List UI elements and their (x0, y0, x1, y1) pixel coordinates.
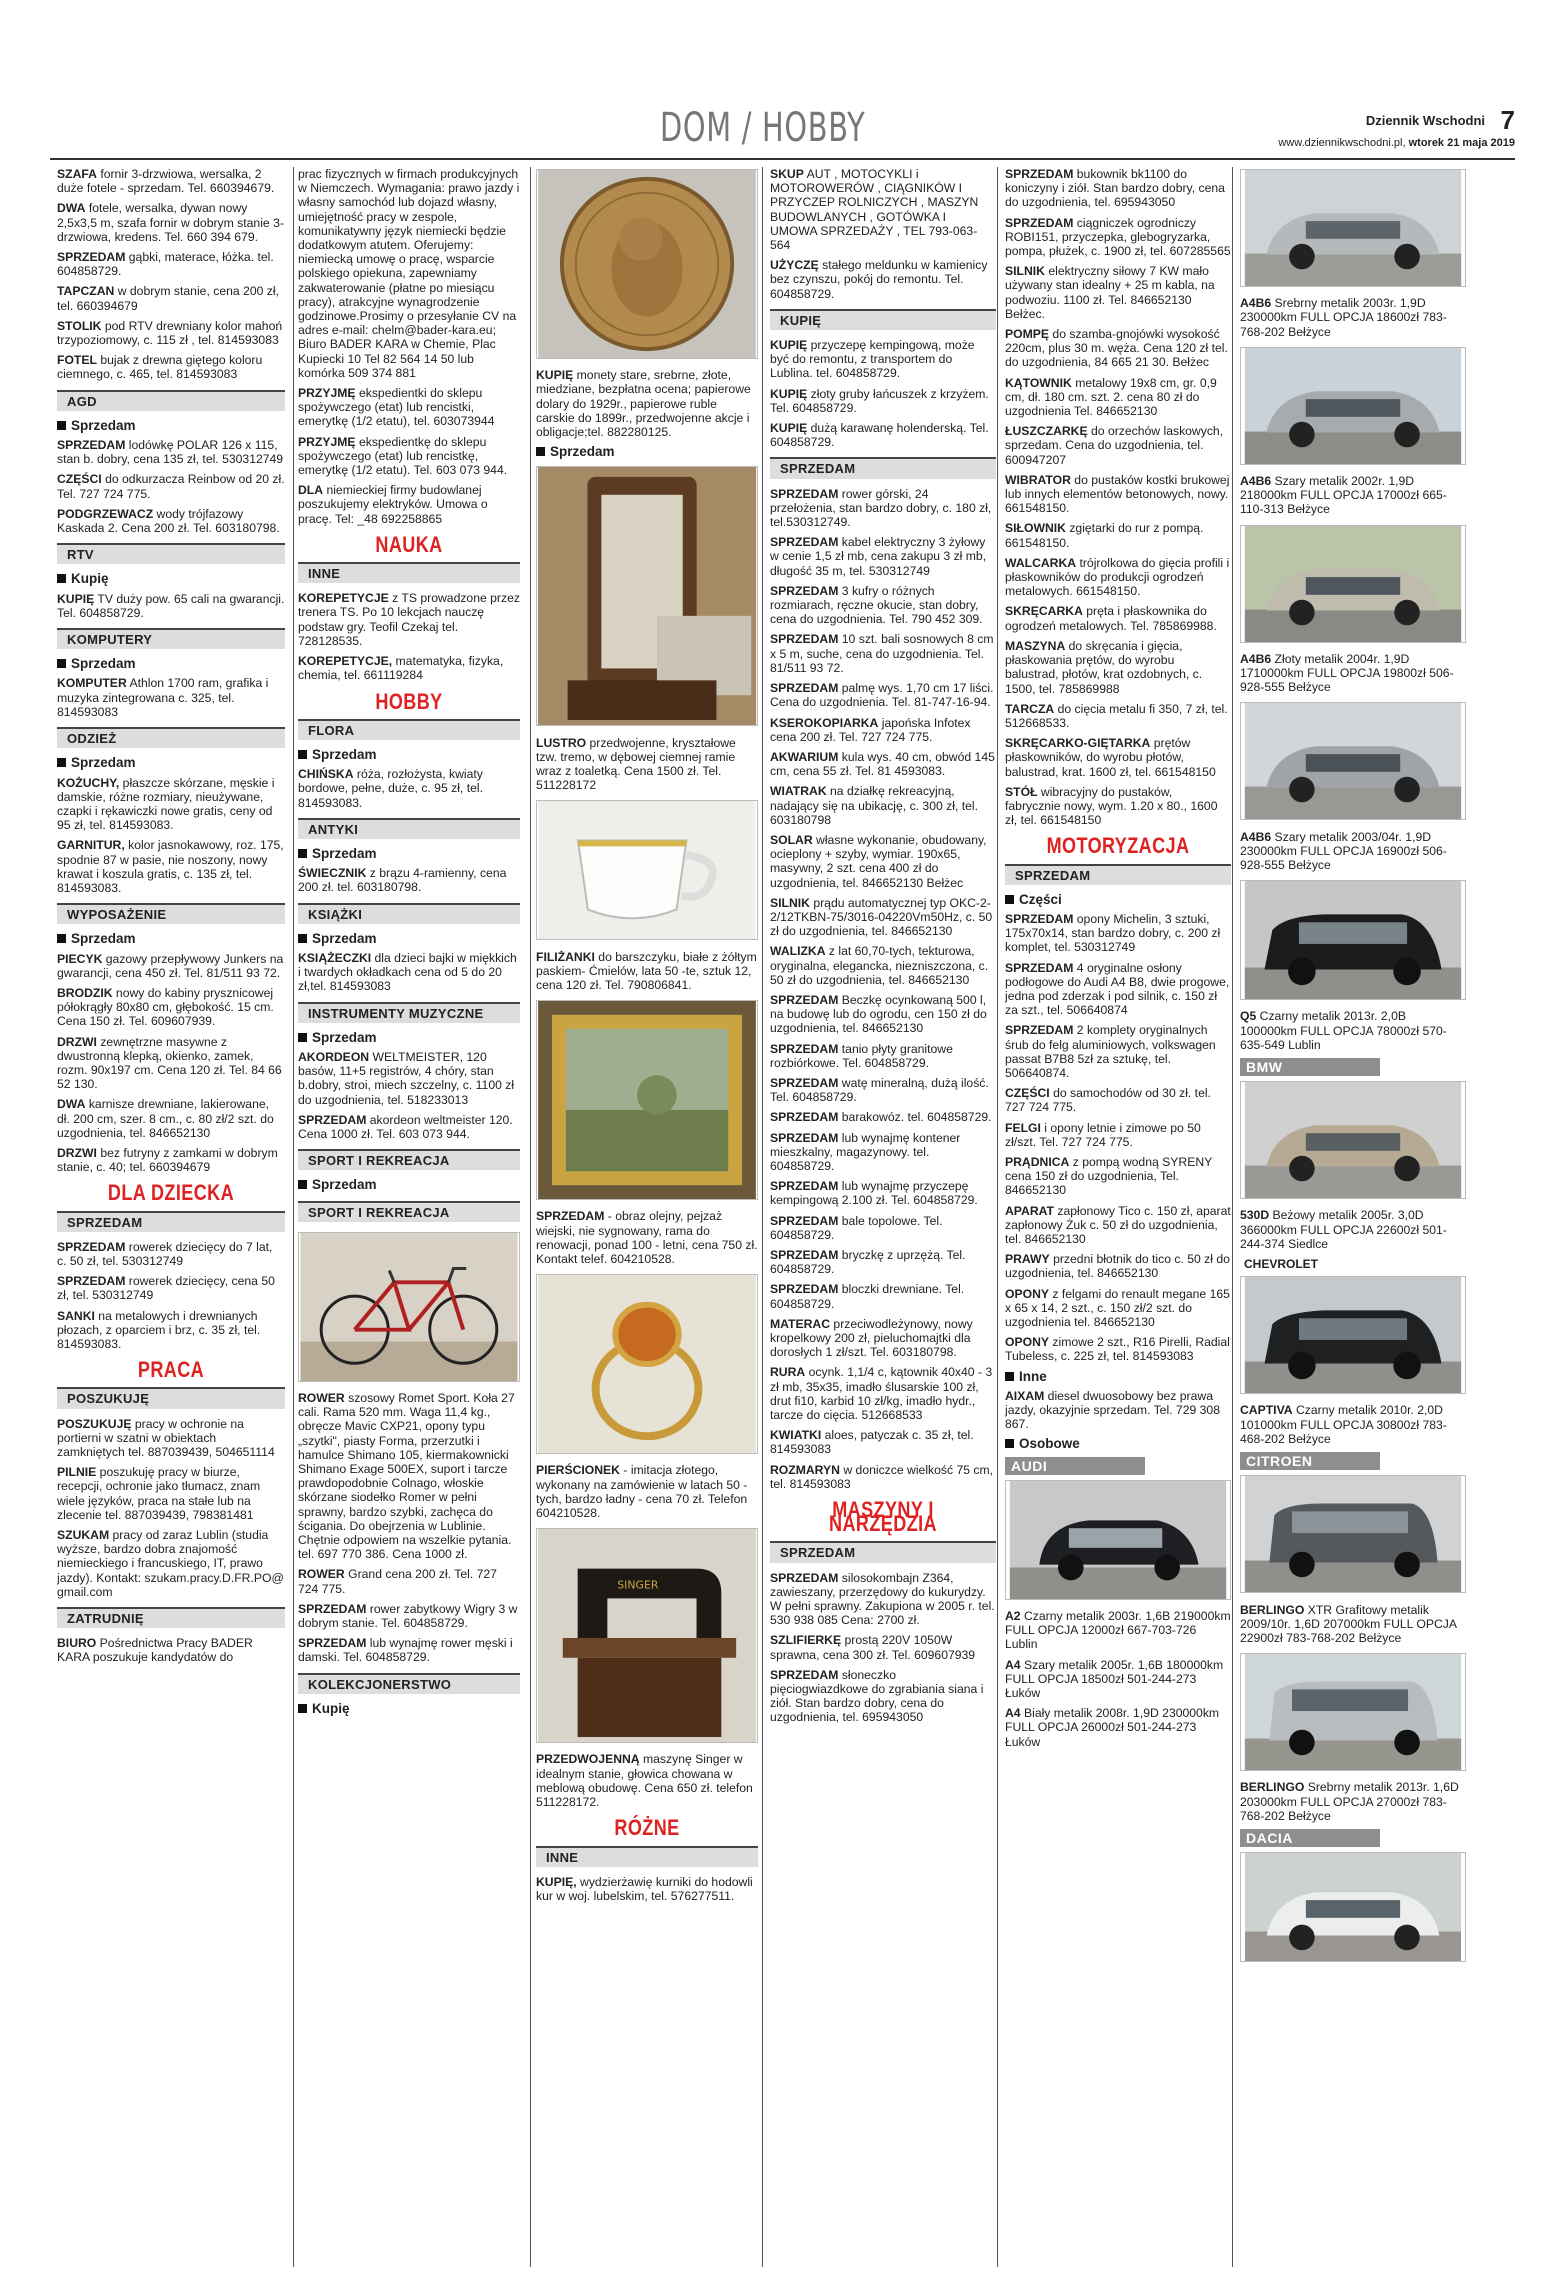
classified-ad: AKWARIUM kula wys. 40 cm, obwód 145 cm, cena 55 zł. Tel. 81 4593083. (770, 749, 995, 779)
category-heading: MASZYNY I NARZĘDZIA (829, 1497, 937, 1537)
classified-ad: SPRZEDAM rowerek dziecięcy, cena 50 zł, tel. 530312749 (57, 1274, 275, 1303)
classified-ad: KSIĄŻECZKI dla dzieci bajki w miękkich i twardych okładkach cena od 5 do 20 zł,tel. 814593083 (298, 950, 517, 994)
classified-ad: ROZMARYN w doniczce wielkość 75 cm, tel. 814593083 (770, 1462, 994, 1491)
classified-ad: WIATRAK na działkę rekreacyjną, nadający się na ubikację, c. 300 zł, tel. 603180798 (770, 784, 978, 827)
paper-name: Dziennik Wschodni (1365, 113, 1485, 128)
classified-ad: SKUP AUT , MOTOCYKLI i MOTOROWERÓW , CIĄGNIKÓW I PRZYCZEP ROLNICZYCH , MASZYN BUDOWLANYCH , GOTÓWKA I UMOWA SPRZEDAŻY , TEL 793-063-564 (770, 167, 979, 253)
car-photo (1240, 1852, 1466, 1962)
classified-ad: CHIŃSKA róża, rozłożysta, kwiaty bordowe, pełne, duże, c. 95 zł, tel. 814593083. (298, 767, 483, 810)
classified-ad: SPRZEDAM ciągniczek ogrodniczy ROBI151, przyczepka, glebogryzarka, pompa, płużek, c. 1900 zł, tel. 607285565 (1005, 215, 1231, 259)
classified-ad: WALCARKA trójrolkowa do gięcia profili i płaskowników do produkcji ogrodzeń metalowych. 661548150. (1005, 555, 1230, 599)
header-meta: www.dziennikwschodni.pl, wtorek 21 maja 2019 (1278, 137, 1515, 149)
classified-ad: SPRZEDAM gąbki, materace, łóżka. tel. 604858729. (57, 250, 274, 279)
coin-photo (536, 169, 758, 359)
cup-photo (536, 800, 758, 940)
classified-ad: KUPIĘ dużą karawanę holenderską. Tel. 604858729. (770, 421, 989, 450)
classified-ad: SILNIK elektryczny siłowy 7 KW mało używany stan idealny + 25 m kabla, na podwoziu. 1100 zł. Tel. 846652130 Bełżec. (1005, 264, 1215, 321)
classified-ad: BERLINGO XTR Grafitowy metalik 2009/10r. 1,6D 207000km FULL OPCJA 22900zł 783-768-202 Bełżyce (1240, 1602, 1457, 1645)
classified-ad: AKORDEON WELTMEISTER, 120 basów, 11+5 registrów, 4 chóry, stan b.dobry, stroi, miech szczelny, c. 1100 zł do uzgodnienia, tel. 518233013 (298, 1049, 515, 1107)
classified-ad: SPRZEDAM 3 kufry o różnych rozmiarach, ręczne okucie, stan dobry, cena do uzgodnienia. Tel. 790 452 309. (770, 583, 983, 627)
classified-ad: DLA niemieckiej firmy budowlanej poszukujemy elektryków. Umowa o pracę. Tel: _48 692258865 (298, 483, 488, 526)
section-header: ANTYKI (298, 818, 520, 839)
car-photo (1240, 169, 1466, 287)
classified-ad: SILNIK prądu automatycznej typ OKC-2-2/12TKBN-75/3016-04220Vm50Hz, c. 50 zł do uzgodnienia, tel. 846652130 (770, 895, 993, 939)
subsection-header: Sprzedam (298, 932, 520, 946)
car-photo (1240, 1475, 1466, 1593)
classified-ad: SPRZEDAM watę mineralną, dużą ilość. Tel. 604858729. (770, 1075, 989, 1105)
classified-ad: MATERAC przeciwodleżynowy, nowy kropelkowy 200 zł, pieluchomajtki dla dorosłych 1 zł/szt. Tel. 603180798. (770, 1316, 973, 1360)
classified-ad: SPRZEDAM akordeon weltmeister 120. Cena 1000 zł. Tel. 603 073 944. (298, 1112, 513, 1141)
classified-ad: prac fizycznych w firmach produkcyjnych w Niemczech. Wymagania: prawo jazdy i własny samochód lub dojazd własny, umiejętność pracy w zespole, komunikatywny język niemiecki będzie dodatkowym atutem. Oferujemy: niemiecką umowę o pracę, wsparcie polskiego opiekuna, zapewniamy zakwaterowanie (płatne po miesiącu pracy), atrakcyjne wynagrodzenie godzinowe.Prosimy o przesyłanie CV na adres e-mail: chelm@bader-kara.eu; Biuro BADER KARA w Chemie, Plac Kupiecki 10 Tel 82 564 14 50 lub komórka 509 374 881 (298, 167, 520, 380)
bicycle-photo (298, 1232, 520, 1382)
classified-ad: ŚWIECZNIK z brązu 4-ramienny, cena 200 zł. tel. 603180798. (298, 866, 507, 895)
subsection-header: Sprzedam (57, 657, 285, 671)
classified-ad: ROWER szosowy Romet Sport. Koła 27 cali. Rama 520 mm. Waga 11,4 kg., obręcze Mavic CXP21, opony typu „szytki", piasty Forma, przerzutki i hamulce Shimano 105, kiermakownicki Shimano Exage 500EX, suport i tarcze prawdopodobnie Colnago, włoskie skórzane siodełko Romer w pełni sprawny, bardzo szybki, zachęca do ścigania. Do obejrzenia w Lublinie. Chętnie odpowiem na wszelkie pytania. tel. 697 770 386. Cena 1000 zł. (298, 1390, 515, 1562)
classified-ad: A4 Biały metalik 2008r. 1,9D 230000km FULL OPCJA 26000zł 501-244-273 Łuków (1005, 1706, 1220, 1749)
subsection-header: Sprzedam (298, 1178, 520, 1192)
classified-ad: SPRZEDAM barakowóz. tel. 604858729. (770, 1110, 992, 1125)
classified-ad: STÓŁ wibracyjny do pustaków, fabrycznie nowy, wym. 1.20 x 80., 1600 zł, tel. 661548150 (1005, 784, 1218, 828)
classified-ad: PRAWY przedni błotnik do tico c. 50 zł do uzgodnienia, tel. 846652130 (1005, 1252, 1230, 1281)
subsection-header: Sprzedam (298, 748, 520, 762)
classified-ad: SPRZEDAM 10 szt. bali sosnowych 8 cm x 5 m, suche, cena do uzgodnienia. Tel. 81/511 93 72. (770, 632, 994, 675)
classified-ad: A4 Szary metalik 2005r. 1,6B 180000km FULL OPCJA 18500zł 501-244-273 Łuków (1005, 1657, 1224, 1701)
classified-ad: A4B6 Szary metalik 2003/04r. 1,9D 230000km FULL OPCJA 16900zł 506-928-555 Bełżyce (1240, 829, 1447, 873)
classified-ad: SPRZEDAM bale topolowe. Tel. 604858729. (770, 1213, 943, 1242)
section-header: KOMPUTERY (57, 628, 285, 649)
classified-ad: BERLINGO Srebrny metalik 2013r. 1,6D 203000km FULL OPCJA 27000zł 783-768-202 Bełżyce (1240, 1780, 1459, 1823)
classified-ad: SZLIFIERKĘ prostą 220V 1050W sprawna, cena 300 zł. Tel. 609607939 (770, 1633, 976, 1662)
section-header: RTV (57, 543, 285, 564)
classified-ad: POMPĘ do szamba-gnojówki wysokość 220cm, plus 30 m. węża. Cena 120 zł tel. do uzgodnienia, 84 665 21 30. Bełżec (1005, 327, 1228, 370)
classified-ad: ŁUSZCZARKĘ do orzechów laskowych, sprzedam. Cena do uzgodnienia, tel. 600947207 (1005, 424, 1224, 467)
classified-ad: SPRZEDAM bukownik bk1100 do koniczyny i ziół. Stan bardzo dobry, cena do uzgodnienia, tel. 695943050 (1005, 167, 1225, 210)
section-header: WYPOSAŻENIE (57, 903, 285, 924)
brand-label: AUDI (1005, 1457, 1145, 1475)
section-header: INNE (536, 1846, 758, 1867)
classified-ad: KWIATKI aloes, patyczak c. 35 zł, tel. 814593083 (770, 1428, 974, 1457)
classified-ad: KOŻUCHY, płaszcze skórzane, męskie i damskie, różne rozmiary, nieużywane, czapki i rękawiczki nowe gratis, ceny od 95 zł, tel. 814593083. (57, 775, 275, 833)
car-photo (1005, 1480, 1231, 1600)
classified-ad: DWA fotele, wersalka, dywan nowy 2,5x3,5 m, szafa fornir w dobrym stanie 3-drzwiowa, kredens. Tel. 660 394 679. (57, 201, 284, 244)
section-header: KUPIĘ (770, 309, 996, 330)
classified-ad: SPRZEDAM lub wynajmę przyczepę kempingową 2.100 zł. Tel. 604858729. (770, 1179, 978, 1208)
classified-ad: POSZUKUJĘ pracy w ochronie na portierni w szatni w obiektach zamkniętych tel. 887039439, 504651114 (57, 1416, 275, 1460)
classified-ad: STOLIK pod RTV drewniany kolor mahoń trzypoziomowy, c. 115 zł , tel. 814593083 (57, 318, 283, 348)
classified-ad: SPRZEDAM bloczki drewniane. Tel. 604858729. (770, 1282, 965, 1311)
classified-ad: APARAT zapłonowy Tico c. 150 zł, aparat zapłonowy Żuk c. 50 zł do uzgodnienia, tel. 846652130 (1005, 1203, 1231, 1246)
classified-ad: PIECYK gazowy przepływowy Junkers na gwarancji, cena 450 zł. Tel. 81/511 93 72. (57, 951, 284, 980)
classified-ad: SKRĘCARKO-GIĘTARKA prętów płaskowników, do wyrobu płotów, balustrad, krat. 1600 zł, tel. 661548150 (1005, 736, 1216, 779)
brand-label: DACIA (1240, 1829, 1380, 1847)
subsection-header: Sprzedam (298, 1031, 520, 1045)
classified-ad: A2 Czarny metalik 2003r. 1,6B 219000km FULL OPCJA 12000zł 667-703-726 Lublin (1005, 1609, 1231, 1652)
classified-ad: MASZYNA do skręcania i gięcia, płaskowania prętów, do wyrobu balustrad, płotów, krat ozdobnych, c. 1500, tel. 785869988 (1005, 638, 1203, 696)
classified-ad: FELGI i opony letnie i zimowe po 50 zł/szt. Tel. 727 724 775. (1005, 1120, 1201, 1149)
classified-ad: SPRZEDAM rowerek dziecięcy do 7 lat, c. 50 zł, tel. 530312749 (57, 1239, 273, 1268)
classified-ad: WIBRATOR do pustaków kostki brukowej lub innych elementów betonowych, nowy. 661548150. (1005, 472, 1230, 516)
classified-ad: OPONY zimowe 2 szt., R16 Pirelli, Radial Tubeless, c. 225 zł, tel. 814593083 (1005, 1335, 1230, 1364)
subsection-header: Kupię (57, 572, 285, 586)
section-header: SPORT I REKREACJA (298, 1149, 520, 1170)
classified-ad: KUPIĘ złoty gruby łańcuszek z krzyżem. Tel. 604858729. (770, 386, 989, 415)
subsection-header: Sprzedam (57, 419, 285, 433)
column-1 (57, 167, 285, 2267)
classified-ad: FILIŻANKI do barszczyku, białe z żółtym paskiem- Ćmielów, lata 50 -te, sztuk 12, cena 120 zł. Tel. 790806841. (536, 949, 757, 993)
section-header: KSIĄŻKI (298, 903, 520, 924)
classified-ad: SPRZEDAM lub wynajmę kontener mieszkalny, magazynowy. tel. 604858729. (770, 1130, 961, 1173)
subsection-header: Części (1005, 893, 1231, 907)
sewing-machine-photo (536, 1528, 758, 1743)
section-header: SPORT I REKREACJA (298, 1201, 520, 1222)
classified-ad: A4B6 Złoty metalik 2004r. 1,9D 1710000km FULL OPCJA 19800zł 506-928-555 Bełżyce (1240, 651, 1454, 695)
column-5 (1005, 167, 1231, 2267)
classified-ad: KUPIĘ monety stare, srebrne, złote, miedziane, bezpłatna ocena; papierowe dolary do 1929r., papierowe ruble carskie do 1899r., przedwojenne akcje i obligacje;tel. 882280125. (536, 368, 751, 440)
classified-ad: PRZYJMĘ ekspedientki do sklepu spożywczego (etat) lub rencistki, emerytkę (1/2 etatu), tel. 603073944 (298, 386, 495, 429)
svg-text:SINGER: SINGER (617, 1578, 659, 1592)
classified-ad: TAPCZAN w dobrym stanie, cena 200 zł, tel. 660394679 (57, 284, 279, 313)
classified-ad: SPRZEDAM silosokombajn Z364, zawieszany, przerzędowy do kukurydzy. W pełni sprawny. Zakupiona w 2005 r. tel. 530 938 085 Cena: 2700 zł. (770, 1570, 995, 1628)
classified-ad: SKRĘCARKA pręta i płaskownika do ogrodzeń metalowych. Tel. 785869988. (1005, 604, 1217, 633)
classified-ad: DWA karnisze drewniane, lakierowane, dł. 200 cm, szer. 8 cm., c. 80 zł/2 szt. do uzgodnienia, tel. 846652130 (57, 1097, 274, 1140)
classified-ad: SPRZEDAM opony Michelin, 3 sztuki, 175x70x14, stan bardzo dobry, c. 200 zł komplet, tel. 530312749 (1005, 911, 1221, 955)
classified-ad: DRZWI zewnętrzne masywne z dwustronną klepką, okienko, zamek, rozm. 90x197 cm. Cena 120 zł. Tel. 84 66 52 130. (57, 1034, 282, 1092)
classified-ad: A4B6 Szary metalik 2002r. 1,9D 218000km FULL OPCJA 17000zł 665-110-313 Bełżyce (1240, 474, 1447, 517)
classified-ad: DRZWI bez futryny z zamkami w dobrym stanie, c. 40; tel. 660394679 (57, 1145, 278, 1175)
classified-ad: SPRZEDAM lodówkę POLAR 126 x 115, stan b. dobry, cena 135 zł, tel. 530312749 (57, 438, 284, 467)
section-title: DOM / HOBBY (660, 105, 866, 151)
classified-ad: SZAFA fornir 3-drzwiowa, wersalka, 2 duże fotele - sprzedam. Tel. 660394679. (57, 167, 275, 196)
car-photo (1240, 1653, 1466, 1771)
classified-ad: KOMPUTER Athlon 1700 ram, grafika i muzyka zintegrowana c. 325, tel. 814593083 (57, 676, 269, 719)
subsection-header: Inne (1005, 1370, 1231, 1384)
category-heading: MOTORYZACJA (1046, 833, 1190, 859)
column-3 (536, 167, 758, 2267)
classified-ad: GARNITUR, kolor jasnokawowy, roz. 175, spodnie 87 w pasie, nie noszony, nowy krawat i koszula gratis, c. 135 zł, tel. 814593083. (57, 838, 284, 895)
section-header: INNE (298, 562, 520, 583)
brand-label: CHEVROLET (1244, 1257, 1319, 1272)
classified-ad: SANKI na metalowych i drewnianych płozach, z oparciem i brz, c. 35 zł, tel. 814593083. (57, 1308, 261, 1351)
classified-ad: PILNIE poszukuję pracy w biurze, recepcji, ochronie jako tłumacz, znam wiele języków, praca na stałe lub na zlecenie tel. 887039439, 798381481 (57, 1465, 261, 1522)
classified-ad: FOTEL bujak z drewna giętego koloru ciemnego, c. 465, tel. 814593083 (57, 353, 263, 382)
classified-ad: SIŁOWNIK zgiętarki do rur z pompą. 661548150. (1005, 521, 1204, 550)
classified-ad: SPRZEDAM 2 komplety oryginalnych śrub do felg aluminiowych, volkswagen passat B7B8 5zł za sztukę, tel. 506640874. (1005, 1023, 1216, 1080)
classified-ad: CZĘŚCI do odkurzacza Reinbow od 20 zł. Tel. 727 724 775. (57, 472, 285, 501)
subsection-header: Sprzedam (536, 445, 758, 459)
section-header: ZATRUDNIĘ (57, 1607, 285, 1628)
issue-date: wtorek 21 maja 2019 (1408, 137, 1515, 149)
category-heading: NAUKA (375, 531, 443, 557)
classified-ad: WALIZKA z lat 60,70-tych, tekturowa, oryginalna, elegancka, niezniszczona, c. 50 zł do uzgodnienia, tel. 846652130 (770, 944, 989, 987)
column-2 (298, 167, 520, 2267)
classified-ad: KSEROKOPIARKA japońska Infotex cena 200 zł. Tel. 727 724 775. (770, 715, 971, 744)
classifieds-columns (50, 167, 1515, 2267)
classified-ad: SPRZEDAM 4 oryginalne osłony podłogowe do Audi A4 B8, dwie progowe, jedna pod zderzak i pod silnik, c. 150 zł za szt., tel. 506640874 (1005, 960, 1230, 1018)
classified-ad: SOLAR własne wykonanie, obudowany, ocieplony + szyby, wymiar. 190x65, masywny, 2 szt. cena 400 zł do uzgodnienia, tel. 846652130 Bełżec (770, 832, 987, 890)
car-photo (1240, 525, 1466, 643)
car-photo (1240, 880, 1466, 1000)
car-photo (1240, 347, 1466, 465)
classified-ad: UŻYCZĘ stałego meldunku w kamienicy bez czynszu, pokój do remontu. Tel. 604858729. (770, 258, 988, 301)
classified-ad: SPRZEDAM kabel elektryczny 3 żyłowy w cenie 1,5 zł mb, cena zakupu 3 zł mb, długość 35 m, tel. 530312749 (770, 535, 987, 578)
classified-ad: SPRZEDAM Beczkę ocynkowaną 500 l, na budowę lub do ogrodu, cen 150 zł do uzgodnienia, tel. 846652130 (770, 992, 987, 1036)
classified-ad: RURA ocynk. 1,1/4 c, kątownik 40x40 - 3 zł mb, 35x35, imadło ślusarskie 100 zł, drut fi10, karbid 10 zł/kg, imadło hydr., tarcze do cięcia. 512668533 (770, 1365, 993, 1423)
section-header: KOLEKCJONERSTWO (298, 1673, 520, 1694)
car-photo (1240, 702, 1466, 820)
classified-ad: KOREPETYCJE z TS prowadzone przez trenera TS. Po 10 lekcjach nauczę podstaw gry. Teofil Czekaj tel. 728128535. (298, 591, 520, 648)
classified-ad: PODGRZEWACZ wody trójfazowy Kaskada 2. Cena 200 zł. Tel. 603180798. (57, 506, 280, 536)
section-header: FLORA (298, 719, 520, 740)
classified-ad: KUPIĘ, wydzierżawię kurniki do hodowli kur w woj. lubelskim, tel. 576277511. (536, 1874, 753, 1903)
classified-ad: SPRZEDAM rower górski, 24 przełożenia, stan bardzo dobry, c. 180 zł, tel.530312749. (770, 486, 992, 530)
column-4 (770, 167, 996, 2267)
classified-ad: CZĘŚCI do samochodów od 30 zł. tel. 727 724 775. (1005, 1086, 1211, 1115)
classified-ad: BRODZIK nowy do kabiny prysznicowej półokrągły 80x80 cm, głębokość. 15 cm. Cena 150 zł. Tel. 609607939. (57, 985, 274, 1029)
classified-ad: PRĄDNICA z pompą wodną SYRENY cena 150 zł do uzgodnienia, Tel. 846652130 (1005, 1154, 1213, 1198)
classified-ad: KUPIĘ przyczepę kempingową, może być do remontu, z transportem do Lublina. tel. 604858729. (770, 338, 975, 381)
mirror-photo (536, 466, 758, 726)
classified-ad: KUPIĘ TV duży pow. 65 cali na gwarancji. Tel. 604858729. (57, 591, 285, 620)
classified-ad: PRZEDWOJENNĄ maszynę Singer w idealnym stanie, głowica chowana w meblową obudowę. Cena 650 zł. telefon 511228172. (536, 1752, 753, 1810)
car-photo (1240, 1276, 1466, 1394)
classified-ad: CAPTIVA Czarny metalik 2010r. 2,0D 101000km FULL OPCJA 30800zł 783-468-202 Bełżyce (1240, 1403, 1447, 1446)
classified-ad: BIURO Pośrednictwa Pracy BADER KARA poszukuje kandydatów do (57, 1636, 253, 1665)
classified-ad: LUSTRO przedwojenne, kryształowe tzw. tremo, w dębowej ciemnej ramie wraz z toaletką. Cena 1500 zł. Tel. 511228172 (536, 735, 736, 793)
classified-ad: SPRZEDAM tanio płyty granitowe rozbiórkowe. Tel. 604858729. (770, 1041, 953, 1070)
page-number: 7 (1500, 105, 1515, 135)
subsection-header: Sprzedam (57, 932, 285, 946)
page-header (50, 105, 1515, 160)
classified-ad: SPRZEDAM bryczkę z uprzężą. Tel. 604858729. (770, 1248, 966, 1277)
classified-ad: OPONY z felgami do renault megane 165 x 65 x 14, 2 szt., c. 150 zł/2 szt. do uzgodnienia tel. 846652130 (1005, 1286, 1230, 1330)
subsection-header: Kupię (298, 1702, 520, 1716)
classified-ad: AIXAM diesel dwuosobowy bez prawa jazdy, okazyjnie sprzedam. Tel. 729 308 867. (1005, 1388, 1220, 1432)
brand-label: CITROEN (1240, 1452, 1380, 1470)
subsection-header: Sprzedam (57, 756, 285, 770)
category-heading: RÓŻNE (614, 1815, 680, 1841)
classified-ad: SPRZEDAM rower zabytkowy Wigry 3 w dobrym stanie. Tel. 604858729. (298, 1601, 518, 1631)
classified-ad: Q5 Czarny metalik 2013r. 2,0B 100000km FULL OPCJA 78000zł 570-635-549 Lublin (1240, 1009, 1447, 1052)
car-photo (1240, 1081, 1466, 1199)
column-6 (1240, 167, 1466, 2267)
section-header: INSTRUMENTY MUZYCZNE (298, 1002, 520, 1023)
brand-label: BMW (1240, 1058, 1380, 1076)
category-heading: PRACA (137, 1357, 205, 1383)
painting-photo (536, 1000, 758, 1200)
classified-ad: SPRZEDAM palmę wys. 1,70 cm 17 liści. Cena do uzgodnienia. Tel. 81-747-16-94. (770, 681, 994, 710)
website[interactable]: www.dziennikwschodni.pl (1278, 137, 1403, 149)
classified-ad: 530D Beżowy metalik 2005r. 3,0D 366000km FULL OPCJA 22600zł 501-244-374 Siedlce (1240, 1208, 1447, 1251)
section-header: SPRZEDAM (1005, 864, 1231, 885)
classified-ad: SPRZEDAM lub wynajmę rower męski i damski. Tel. 604858729. (298, 1636, 513, 1665)
classified-ad: PRZYJMĘ ekspedientkę do sklepu spożywczego (etat) lub rencistkę, emerytkę (1/2 etatu). Tel. 603 073 944. (298, 434, 508, 478)
classified-ad: KĄTOWNIK metalowy 19x8 cm, gr. 0,9 cm, dł. 180 cm. szt. 2. cena 80 zł do uzgodnienia Tel. 846652130 (1005, 375, 1217, 419)
section-header: SPRZEDAM (770, 457, 996, 478)
classified-ad: SPRZEDAM - obraz olejny, pejzaż wiejski, nie sygnowany, rama do renowacji, ponad 100 - letni, cena 750 zł. Kontakt telef. 604210528. (536, 1209, 758, 1267)
section-header: SPRZEDAM (770, 1541, 996, 1562)
category-heading: DLA DZIECKA (107, 1180, 235, 1206)
section-header: POSZUKUJĘ (57, 1387, 285, 1408)
subsection-header: Osobowe (1005, 1437, 1231, 1451)
ring-photo (536, 1274, 758, 1454)
classified-ad: KOREPETYCJE, matematyka, fizyka, chemia, tel. 661119284 (298, 654, 504, 683)
header-rule (50, 158, 1515, 160)
classified-ad: PIERŚCIONEK - imitacja złotego, wykonany na zamówienie w latach 50 -tych, bardzo ładny - cena 70 zł. Telefon 604210528. (536, 1463, 748, 1521)
section-header: SPRZEDAM (57, 1211, 285, 1232)
classified-ad: TARCZA do cięcia metalu fi 350, 7 zł, tel. 512668533. (1005, 701, 1228, 730)
classified-ad: SZUKAM pracy od zaraz Lublin (studia wyższe, bardzo dobra znajomość niemieckiego i francuskiego, IT, prawo jazdy). Kontakt: szukam.pracy.D.FR.PO@ gmail.com (57, 1528, 284, 1599)
classified-ad: A4B6 Srebrny metalik 2003r. 1,9D 230000km FULL OPCJA 18600zł 783-768-202 Bełżyce (1240, 296, 1447, 339)
category-heading: HOBBY (375, 688, 443, 714)
section-header: AGD (57, 390, 285, 411)
subsection-header: Sprzedam (298, 847, 520, 861)
section-header: ODZIEŻ (57, 727, 285, 748)
classified-ad: ROWER Grand cena 200 zł. Tel. 727 724 775. (298, 1567, 497, 1596)
classified-ad: SPRZEDAM słoneczko pięciogwiazdkowe do zgrabiania siana i ziół. Stan bardzo dobry, cena do uzgodnienia, tel. 695943050 (770, 1667, 984, 1725)
